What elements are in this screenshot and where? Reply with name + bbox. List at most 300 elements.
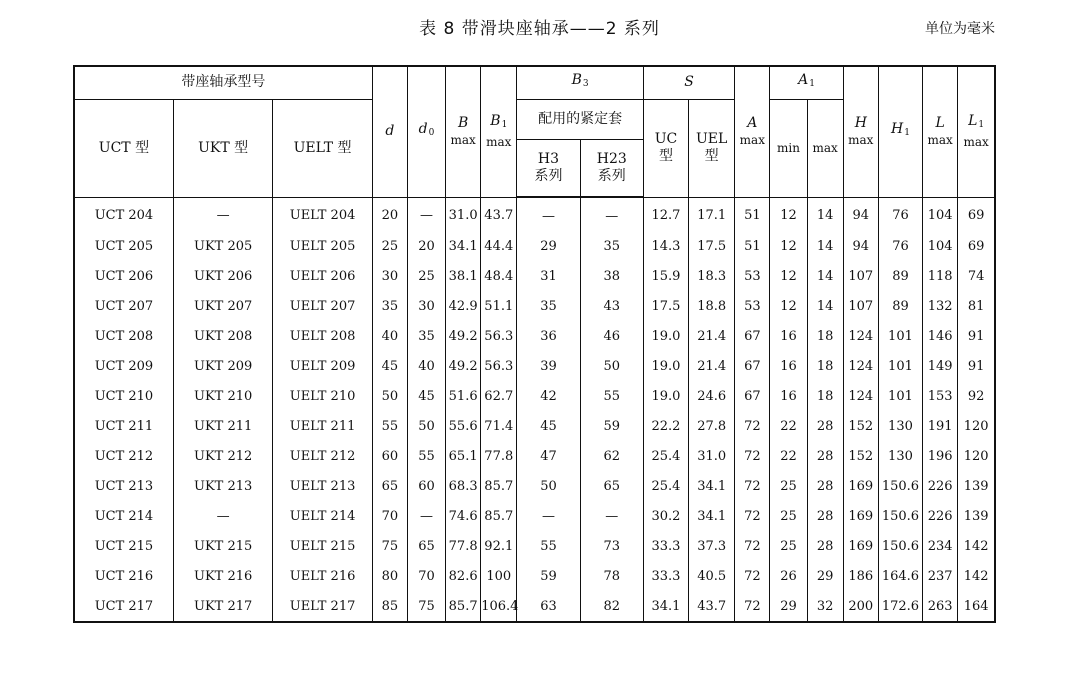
- table-cell: UCT 212: [74, 441, 173, 471]
- table-cell: 85.7: [481, 501, 517, 531]
- table-cell: 14: [807, 197, 843, 231]
- table-cell: 76: [878, 197, 922, 231]
- table-cell: 33.3: [643, 561, 688, 591]
- header-uc-bottom: 型: [658, 148, 673, 164]
- table-row: [74, 411, 995, 441]
- table-cell: UELT 214: [273, 501, 372, 531]
- table-header: [74, 66, 995, 197]
- table-cell: 152: [843, 411, 878, 441]
- table-cell: 130: [878, 411, 922, 441]
- table-cell: 72: [735, 591, 770, 622]
- header-uel-type: [689, 99, 735, 197]
- table-cell: 40: [372, 321, 407, 351]
- header-B1-sub: 1: [501, 119, 508, 130]
- table-row: [74, 261, 995, 291]
- header-h3-bottom: 系列: [534, 167, 563, 184]
- table-cell: 65.1: [446, 441, 481, 471]
- table-cell: 59: [580, 411, 643, 441]
- header-h3-top: H3: [537, 150, 560, 167]
- table-cell: UELT 204: [273, 197, 372, 231]
- header-L1-max: max: [963, 134, 989, 149]
- table-cell: 142: [958, 561, 995, 591]
- table-cell: 74.6: [446, 501, 481, 531]
- table-cell: UKT 208: [173, 321, 272, 351]
- header-uel-top: UEL: [696, 131, 728, 147]
- table-cell: UCT 217: [74, 591, 173, 622]
- table-cell: 124: [843, 321, 878, 351]
- table-cell: 17.5: [689, 231, 735, 261]
- table-cell: 18.3: [689, 261, 735, 291]
- table-cell: 107: [843, 291, 878, 321]
- table-cell: 71.4: [481, 411, 517, 441]
- table-cell: 49.2: [446, 351, 481, 381]
- table-cell: UELT 206: [273, 261, 372, 291]
- table-cell: 15.9: [643, 261, 688, 291]
- table-cell: 70: [372, 501, 407, 531]
- table-cell: 30: [372, 261, 407, 291]
- table-cell: 18: [807, 381, 843, 411]
- table-cell: 118: [923, 261, 958, 291]
- table-cell: 56.3: [481, 321, 517, 351]
- header-H: [843, 66, 878, 197]
- unit-label: 单位为毫米: [925, 21, 995, 37]
- header-d-label: d: [385, 123, 395, 140]
- table-cell: UKT 215: [173, 531, 272, 561]
- table-cell: UCT 209: [74, 351, 173, 381]
- table-cell: 67: [735, 321, 770, 351]
- header-A1-max: max: [807, 99, 843, 197]
- table-cell: UELT 213: [273, 471, 372, 501]
- header-model-group: 带座轴承型号: [74, 66, 372, 99]
- table-cell: —: [407, 197, 445, 231]
- table-cell: UCT 214: [74, 501, 173, 531]
- table-cell: 80: [372, 561, 407, 591]
- table-cell: 263: [923, 591, 958, 622]
- header-A1-min: min: [770, 99, 807, 197]
- table-cell: UELT 217: [273, 591, 372, 622]
- header-d0: [407, 66, 445, 197]
- table-cell: UKT 209: [173, 351, 272, 381]
- table-cell: 45: [372, 351, 407, 381]
- table-cell: 35: [517, 291, 580, 321]
- table-cell: 70: [407, 561, 445, 591]
- table-cell: 20: [372, 197, 407, 231]
- table-cell: 35: [580, 231, 643, 261]
- table-cell: —: [517, 197, 580, 231]
- table-cell: 32: [807, 591, 843, 622]
- table-cell: 69: [958, 197, 995, 231]
- table-cell: 12: [770, 231, 807, 261]
- table-cell: 62: [580, 441, 643, 471]
- header-B3-base: B: [571, 72, 582, 89]
- table-cell: 152: [843, 441, 878, 471]
- header-B3: [517, 66, 644, 99]
- table-cell: 24.6: [689, 381, 735, 411]
- table-cell: UELT 215: [273, 531, 372, 561]
- table-cell: 94: [843, 231, 878, 261]
- table-cell: 150.6: [878, 531, 922, 561]
- table-cell: 12: [770, 291, 807, 321]
- table-cell: 101: [878, 381, 922, 411]
- table-cell: 25: [407, 261, 445, 291]
- header-A-label: A: [747, 114, 758, 131]
- table-cell: 89: [878, 261, 922, 291]
- table-cell: 124: [843, 351, 878, 381]
- table-cell: 56.3: [481, 351, 517, 381]
- table-cell: 55: [372, 411, 407, 441]
- table-cell: 43.7: [689, 591, 735, 622]
- header-B1: [481, 66, 517, 197]
- table-cell: 17.1: [689, 197, 735, 231]
- table-cell: 72: [735, 441, 770, 471]
- table-cell: UELT 210: [273, 381, 372, 411]
- table-cell: 150.6: [878, 501, 922, 531]
- table-cell: 51.1: [481, 291, 517, 321]
- table-cell: 169: [843, 501, 878, 531]
- table-cell: UCT 204: [74, 197, 173, 231]
- table-cell: UKT 205: [173, 231, 272, 261]
- table-cell: 37.3: [689, 531, 735, 561]
- table-row: [74, 531, 995, 561]
- table-cell: 28: [807, 471, 843, 501]
- table-cell: 43: [580, 291, 643, 321]
- header-uct-type: UCT 型: [74, 99, 173, 197]
- table-cell: 35: [407, 321, 445, 351]
- table-cell: 89: [878, 291, 922, 321]
- table-cell: 65: [407, 531, 445, 561]
- table-cell: UKT 211: [173, 411, 272, 441]
- table-cell: 107: [843, 261, 878, 291]
- table-cell: 34.1: [689, 501, 735, 531]
- table-cell: 19.0: [643, 351, 688, 381]
- table-cell: 34.1: [446, 231, 481, 261]
- header-B3-sub: 3: [582, 79, 589, 90]
- table-cell: 120: [958, 411, 995, 441]
- table-cell: UELT 209: [273, 351, 372, 381]
- table-cell: 104: [923, 231, 958, 261]
- table-cell: 35: [372, 291, 407, 321]
- table-cell: 27.8: [689, 411, 735, 441]
- table-cell: 16: [770, 351, 807, 381]
- table-cell: 55: [580, 381, 643, 411]
- header-h23-series: [580, 139, 643, 197]
- table-cell: 25.4: [643, 441, 688, 471]
- table-cell: 226: [923, 471, 958, 501]
- table-cell: 36: [517, 321, 580, 351]
- table-cell: 44.4: [481, 231, 517, 261]
- table-cell: UCT 206: [74, 261, 173, 291]
- table-cell: 67: [735, 381, 770, 411]
- table-cell: —: [580, 197, 643, 231]
- header-sleeve: 配用的紧定套: [517, 99, 644, 139]
- table-cell: 51.6: [446, 381, 481, 411]
- table-cell: 149: [923, 351, 958, 381]
- table-cell: 104: [923, 197, 958, 231]
- table-row: [74, 351, 995, 381]
- table-cell: —: [173, 501, 272, 531]
- table-cell: 53: [735, 261, 770, 291]
- table-cell: 21.4: [689, 351, 735, 381]
- table-cell: 21.4: [689, 321, 735, 351]
- table-cell: UCT 213: [74, 471, 173, 501]
- header-H1-sub: 1: [904, 128, 910, 139]
- table-cell: 237: [923, 561, 958, 591]
- header-B-max: max: [450, 132, 476, 147]
- table-cell: 82.6: [446, 561, 481, 591]
- header-L1-sub: 1: [978, 119, 985, 130]
- table-cell: 12: [770, 197, 807, 231]
- table-cell: 234: [923, 531, 958, 561]
- table-cell: 38.1: [446, 261, 481, 291]
- table-row: [74, 501, 995, 531]
- table-cell: 73: [580, 531, 643, 561]
- table-cell: 72: [735, 471, 770, 501]
- table-cell: 14: [807, 231, 843, 261]
- table-cell: UCT 207: [74, 291, 173, 321]
- table-cell: 25: [770, 531, 807, 561]
- table-cell: 124: [843, 381, 878, 411]
- table-cell: 20: [407, 231, 445, 261]
- table-cell: 85: [372, 591, 407, 622]
- table-cell: 120: [958, 441, 995, 471]
- table-cell: UKT 212: [173, 441, 272, 471]
- page-title: 表 8 带滑块座轴承——2 系列: [419, 19, 660, 39]
- table-cell: 62.7: [481, 381, 517, 411]
- table-cell: 100: [481, 561, 517, 591]
- table-cell: 65: [580, 471, 643, 501]
- table-cell: 55.6: [446, 411, 481, 441]
- table-cell: 53: [735, 291, 770, 321]
- table-cell: 16: [770, 321, 807, 351]
- table-cell: 75: [372, 531, 407, 561]
- table-cell: 139: [958, 471, 995, 501]
- table-cell: 18: [807, 321, 843, 351]
- table-cell: 34.1: [643, 591, 688, 622]
- table-cell: 82: [580, 591, 643, 622]
- table-cell: 34.1: [689, 471, 735, 501]
- table-cell: 65: [372, 471, 407, 501]
- table-cell: 153: [923, 381, 958, 411]
- table-cell: 25: [770, 471, 807, 501]
- table-cell: 85.7: [481, 471, 517, 501]
- table-cell: 18.8: [689, 291, 735, 321]
- header-L1: [958, 66, 995, 197]
- table-cell: 14: [807, 291, 843, 321]
- header-h23-top: H23: [596, 150, 627, 167]
- table-cell: 25.4: [643, 471, 688, 501]
- table-cell: 139: [958, 501, 995, 531]
- header-H-max: max: [848, 132, 874, 147]
- table-body: [74, 197, 995, 622]
- table-cell: 191: [923, 411, 958, 441]
- table-cell: 85.7: [446, 591, 481, 622]
- table-cell: 28: [807, 411, 843, 441]
- header-h3-series: [517, 139, 580, 197]
- table-cell: 101: [878, 321, 922, 351]
- table-cell: 40.5: [689, 561, 735, 591]
- table-cell: 92: [958, 381, 995, 411]
- header-uelt-type: UELT 型: [273, 99, 372, 197]
- table-cell: 45: [517, 411, 580, 441]
- table-cell: 106.4: [481, 591, 517, 622]
- table-cell: 50: [517, 471, 580, 501]
- header-L-max: max: [927, 132, 953, 147]
- table-cell: 40: [407, 351, 445, 381]
- header-L1-base: L: [968, 112, 978, 129]
- table-cell: 38: [580, 261, 643, 291]
- table-cell: 146: [923, 321, 958, 351]
- table-cell: 22.2: [643, 411, 688, 441]
- table-cell: 76: [878, 231, 922, 261]
- table-cell: UCT 211: [74, 411, 173, 441]
- table-cell: 59: [517, 561, 580, 591]
- table-cell: 12: [770, 261, 807, 291]
- table-cell: UELT 212: [273, 441, 372, 471]
- header-B-label: B: [457, 114, 469, 131]
- table-row: [74, 381, 995, 411]
- table-cell: UCT 205: [74, 231, 173, 261]
- table-cell: 169: [843, 471, 878, 501]
- table-cell: 67: [735, 351, 770, 381]
- header-d0-sub: 0: [428, 128, 435, 139]
- table-cell: 77.8: [446, 531, 481, 561]
- table-row: [74, 561, 995, 591]
- table-cell: 142: [958, 531, 995, 561]
- table-cell: 72: [735, 561, 770, 591]
- table-cell: 164: [958, 591, 995, 622]
- table-cell: 29: [770, 591, 807, 622]
- table-cell: 29: [807, 561, 843, 591]
- table-cell: 150.6: [878, 471, 922, 501]
- table-cell: 12.7: [643, 197, 688, 231]
- table-row: [74, 591, 995, 622]
- header-uc-top: UC: [654, 131, 678, 147]
- table-cell: 22: [770, 441, 807, 471]
- table-row: [74, 321, 995, 351]
- table-cell: UELT 211: [273, 411, 372, 441]
- table-cell: 81: [958, 291, 995, 321]
- table-row: [74, 441, 995, 471]
- table-cell: 46: [580, 321, 643, 351]
- table-cell: 91: [958, 351, 995, 381]
- table-cell: UCT 216: [74, 561, 173, 591]
- table-cell: 101: [878, 351, 922, 381]
- table-cell: 50: [372, 381, 407, 411]
- table-cell: 43.7: [481, 197, 517, 231]
- table-cell: UKT 207: [173, 291, 272, 321]
- table-cell: 75: [407, 591, 445, 622]
- table-cell: 72: [735, 501, 770, 531]
- bearing-dimensions-table: [73, 65, 996, 623]
- table-cell: 55: [517, 531, 580, 561]
- table-cell: 74: [958, 261, 995, 291]
- table-cell: 14.3: [643, 231, 688, 261]
- table-cell: 31.0: [689, 441, 735, 471]
- table-cell: 60: [407, 471, 445, 501]
- table-cell: 169: [843, 531, 878, 561]
- header-L: [923, 66, 958, 197]
- table-cell: UCT 208: [74, 321, 173, 351]
- table-cell: 28: [807, 531, 843, 561]
- header-A: [735, 66, 770, 197]
- table-cell: 19.0: [643, 321, 688, 351]
- table-cell: 25: [372, 231, 407, 261]
- table-row: [74, 231, 995, 261]
- table-cell: 28: [807, 501, 843, 531]
- table-cell: UCT 215: [74, 531, 173, 561]
- table-cell: 69: [958, 231, 995, 261]
- table-cell: 22: [770, 411, 807, 441]
- table-cell: 17.5: [643, 291, 688, 321]
- table-cell: 68.3: [446, 471, 481, 501]
- table-cell: 200: [843, 591, 878, 622]
- table-cell: —: [517, 501, 580, 531]
- table-cell: 50: [407, 411, 445, 441]
- table-cell: 132: [923, 291, 958, 321]
- table-cell: 30.2: [643, 501, 688, 531]
- table-cell: 49.2: [446, 321, 481, 351]
- table-cell: 72: [735, 531, 770, 561]
- bearing-table-container: [73, 65, 996, 623]
- table-cell: 31: [517, 261, 580, 291]
- header-A1-base: A: [798, 72, 809, 89]
- table-cell: 14: [807, 261, 843, 291]
- table-cell: 19.0: [643, 381, 688, 411]
- table-cell: 51: [735, 231, 770, 261]
- table-cell: 77.8: [481, 441, 517, 471]
- table-cell: UKT 213: [173, 471, 272, 501]
- table-cell: 29: [517, 231, 580, 261]
- header-d: [372, 66, 407, 197]
- header-h23-bottom: 系列: [597, 167, 626, 184]
- table-cell: —: [173, 197, 272, 231]
- table-cell: 47: [517, 441, 580, 471]
- table-cell: UELT 205: [273, 231, 372, 261]
- table-cell: 172.6: [878, 591, 922, 622]
- table-cell: 42: [517, 381, 580, 411]
- table-cell: UKT 206: [173, 261, 272, 291]
- table-cell: 28: [807, 441, 843, 471]
- header-A-max: max: [739, 132, 765, 147]
- table-row: [74, 291, 995, 321]
- table-cell: 25: [770, 501, 807, 531]
- header-ukt-type: UKT 型: [173, 99, 272, 197]
- header-A1: [770, 66, 843, 99]
- table-row: [74, 197, 995, 231]
- table-cell: 164.6: [878, 561, 922, 591]
- table-cell: 63: [517, 591, 580, 622]
- table-cell: —: [580, 501, 643, 531]
- table-cell: 55: [407, 441, 445, 471]
- table-cell: 92.1: [481, 531, 517, 561]
- header-A1-sub: 1: [809, 79, 815, 90]
- table-cell: 42.9: [446, 291, 481, 321]
- header-S-label: S: [684, 74, 694, 91]
- table-cell: 60: [372, 441, 407, 471]
- header-B1-max: max: [486, 134, 512, 149]
- header-B: [446, 66, 481, 197]
- table-cell: 78: [580, 561, 643, 591]
- table-cell: 18: [807, 351, 843, 381]
- table-cell: 196: [923, 441, 958, 471]
- header-H1-base: H: [890, 121, 904, 138]
- table-cell: 39: [517, 351, 580, 381]
- table-cell: UELT 207: [273, 291, 372, 321]
- table-cell: 26: [770, 561, 807, 591]
- table-cell: 45: [407, 381, 445, 411]
- table-cell: 33.3: [643, 531, 688, 561]
- table-cell: UKT 210: [173, 381, 272, 411]
